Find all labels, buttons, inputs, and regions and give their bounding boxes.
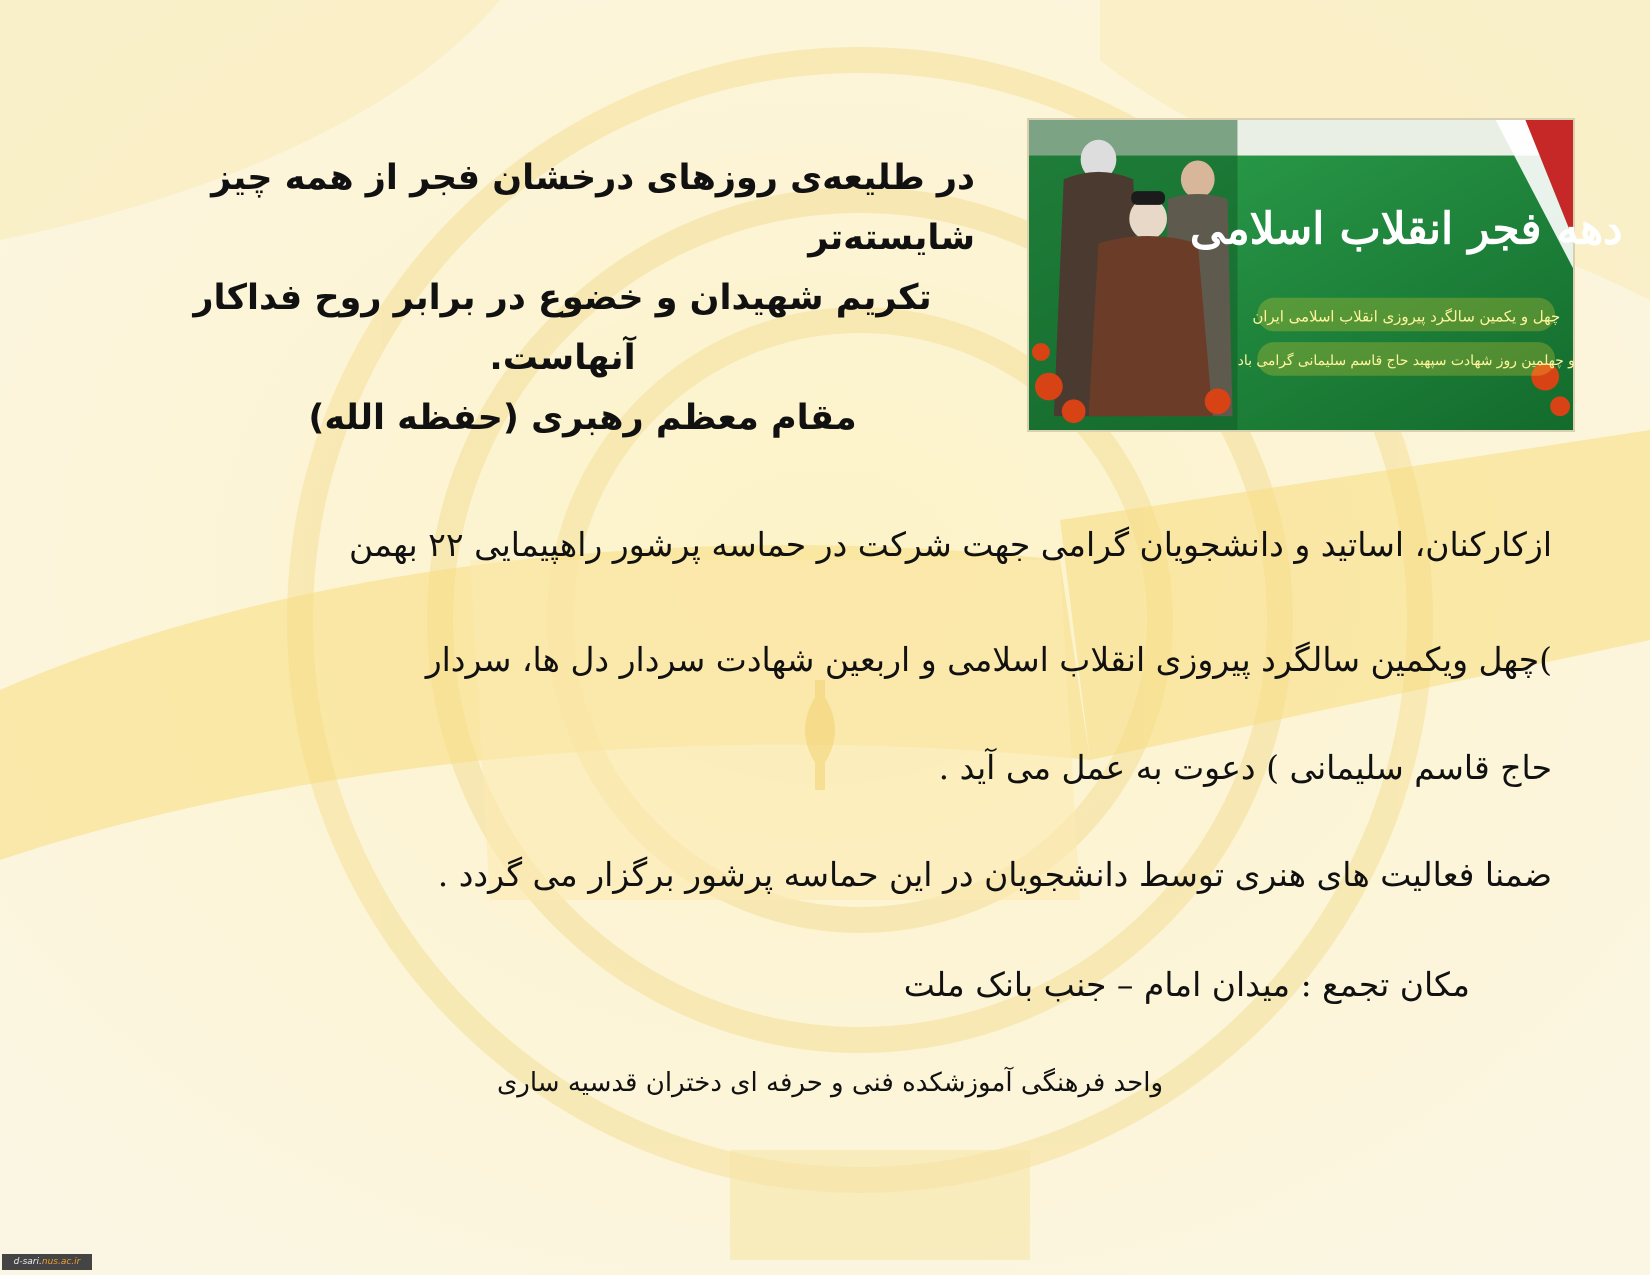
site-badge[interactable] [2,1254,92,1270]
announcement-line-2: )چهل ویکمین سالگرد پیروزی انقلاب اسلامی و اربعین شهادت سردار دل ها، سردار [425,640,1552,679]
badge-domain: nus.ac.ir [41,1257,81,1267]
quote-line-2: تکریم شهیدان و خضوع در برابر روح فداکار آنهاست. [193,278,932,378]
gathering-location: مکان تجمع : میدان امام – جنب بانک ملت [903,965,1470,1004]
quote-attribution: مقام معظم رهبری (حفظه الله) [308,398,857,438]
poster-subtitle-2: و چهلمین روز شهادت سپهبد حاج قاسم سلیمانی گرامی باد [1237,352,1575,369]
fajr-poster-image [1027,118,1623,432]
leader-quote [140,148,985,448]
announcement-line-4: ضمنا فعالیت های هنری توسط دانشجویان در این حماسه پرشور برگزار می گردد . [437,855,1552,894]
announcement-line-1: ازکارکنان، اساتید و دانشجویان گرامی جهت شرکت در حماسه پرشور راهپیمایی ۲۲ بهمن [349,525,1552,564]
announcement-line-3: حاج قاسم سلیمانی ) دعوت به عمل می آید . [938,748,1552,787]
organizer-signature: واحد فرهنگی آموزشکده فنی و حرفه ای دختران قدسیه ساری [496,1068,1164,1098]
poster-subtitle-1: چهل و یکمین سالگرد پیروزی انقلاب اسلامی ایران [1252,308,1561,326]
poster-title: دهه فجر انقلاب اسلامی [1189,203,1623,255]
badge-prefix: d-sari. [13,1257,42,1267]
quote-line-1: در طلیعه‌ی روزهای درخشان فجر از همه چیز شایسته‌تر [211,158,975,258]
